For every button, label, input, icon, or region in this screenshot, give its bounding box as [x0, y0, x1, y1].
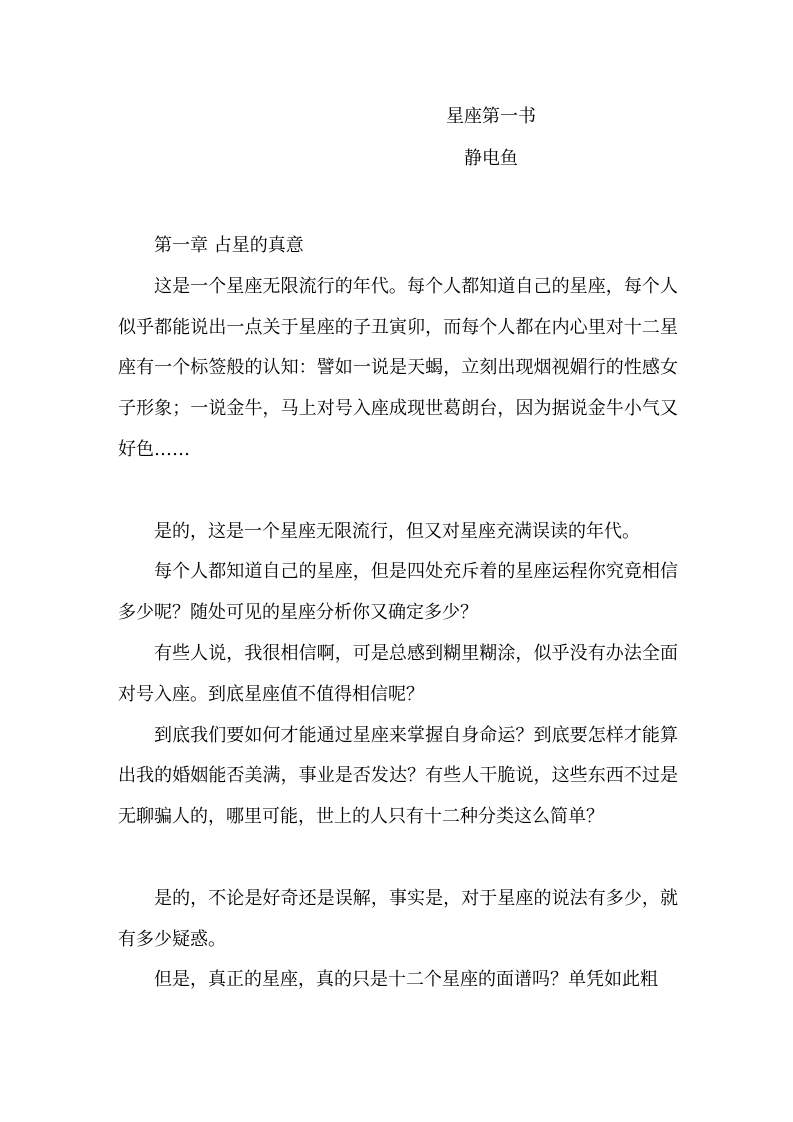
blank-line: [118, 471, 678, 512]
paragraph: 这是一个星座无限流行的年代。每个人都知道自己的星座，每个人似乎都能说出一点关于星座的子丑寅卯，而每个人都在内心里对十二星座有一个标签般的认知：譬如一说是天蝎，立刻出现烟视媚行的性感女子形象；一说金牛，马上对号入座成现世葛朗台，因为据说金牛小气又好色……: [118, 275, 678, 460]
paragraph: 每个人都知道自己的星座，但是四处充斥着的星座运程你究竟相信多少呢？随处可见的星座分析你又确定多少？: [118, 561, 678, 624]
paragraph: 是的，这是一个星座无限流行，但又对星座充满误读的年代。: [154, 520, 640, 542]
paragraph: 有些人说，我很相信啊，可是总感到糊里糊涂，似乎没有办法全面对号入座。到底星座值不值得相信呢？: [118, 642, 678, 705]
book-title: 星座第一书: [446, 106, 536, 127]
paragraph: 是的，不论是好奇还是误解，事实是，对于星座的说法有多少，就有多少疑惑。: [118, 887, 678, 950]
paragraph: 但是，真正的星座，真的只是十二个星座的面谱吗？单凭如此粗: [154, 969, 658, 991]
body-text: [118, 226, 678, 1001]
blank-line: [118, 838, 678, 879]
author-name: 静电鱼: [464, 148, 518, 169]
chapter-heading: 第一章 占星的真意: [154, 235, 304, 256]
paragraph: 到底我们要如何才能通过星座来掌握自身命运？到底要怎样才能算出我的婚姻能否美满，事业是否发达？有些人干脆说，这些东西不过是无聊骗人的，哪里可能，世上的人只有十二种分类这么简单？: [118, 724, 678, 828]
